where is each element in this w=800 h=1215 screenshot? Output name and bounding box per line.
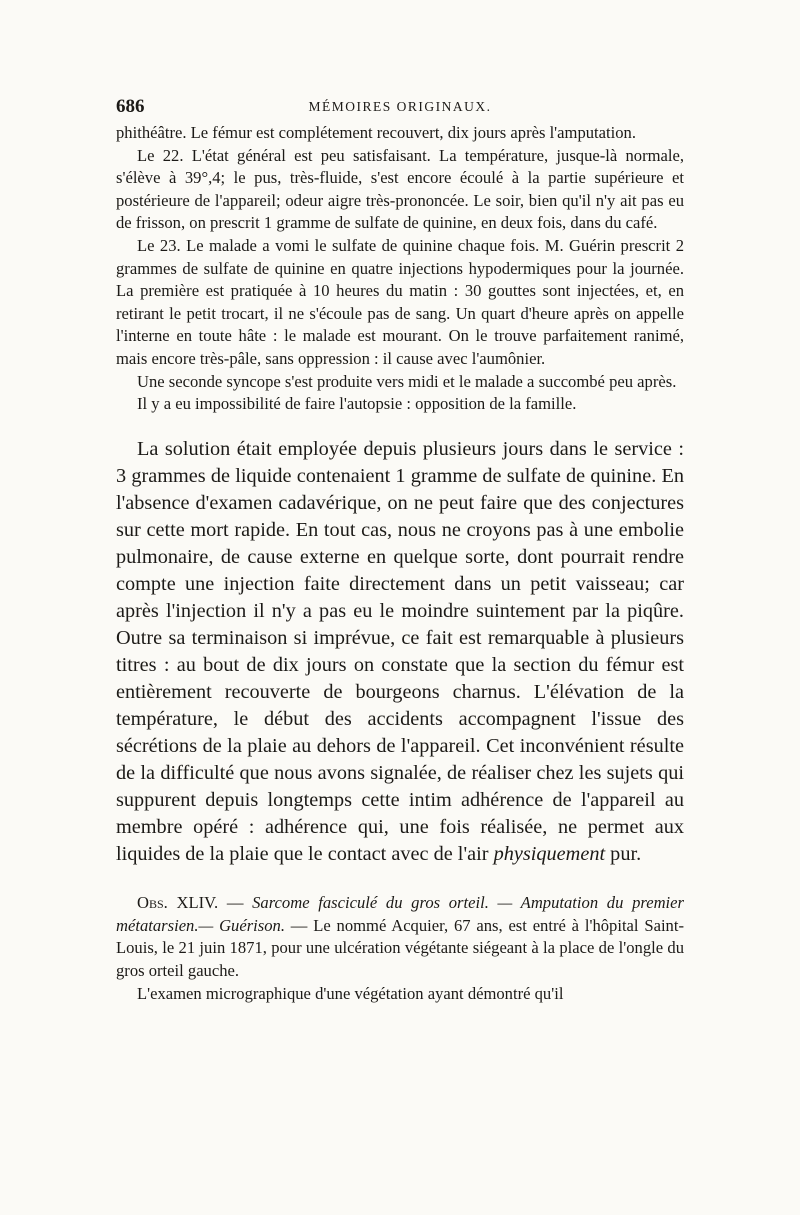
observation-44-title: Sarcome fasciculé du gros orteil. — Amputation du premier métatarsien.— Guérison.: [116, 892, 684, 935]
observation-44-dash-2: —: [284, 915, 314, 935]
observation-44-label: Obs. XLIV.: [137, 892, 219, 912]
observation-44-text: Le nommé Acquier, 67 ans, est entré à l'hôpital Saint-Louis, le 21 juin 1871, pour une ulcération végétante siégeant à la place de l'ongle du gros orteil gauche.: [116, 915, 684, 981]
observation-block: [116, 122, 684, 416]
page: [116, 96, 684, 1006]
observation-paragraph-5: Il y a eu impossibilité de faire l'autopsie : opposition de la famille.: [137, 394, 577, 414]
observation-44-paragraph: [116, 892, 684, 983]
running-title: MÉMOIRES ORIGINAUX.: [308, 99, 492, 114]
commentary-end: pur.: [605, 842, 642, 865]
observation-paragraph-2: Le 22. L'état général est peu satisfaisant. La température, jusque-là normale, s'élève à 39°,4; le pus, très-fluide, s'est encore écoulé à la partie supérieure et postérieure de l'appareil; odeur aigre très-prononcée. Le soir, bien qu'il n'y ait pas eu de frisson, on prescrit 1 gramme de sulfate de quinine, en deux fois, dans du café.: [116, 145, 684, 233]
commentary-text: La solution était employée depuis plusieurs jours dans le service : 3 grammes de liquide contenaient 1 gramme de sulfate de quinine. En l'absence d'examen cadavérique, on ne peut faire que des conjectures sur cette mort rapide. En tout cas, nous ne croyons pas à une embolie pulmonaire, de cause externe en quelque sorte, dont pourrait rendre compte une injection faite directement dans un petit vaisseau; car après l'injection il n'y a pas eu le moindre suintement par la piqûre. Outre sa terminaison si imprévue, ce fait est remarquable à plusieurs titres : au bout de dix jours on constate que la section du fémur est entièrement recouverte de bourgeons charnus. L'élévation de la température, le début des accidents accompagnent l'issue des sécrétions de la plaie au dehors de l'appareil. Cet inconvénient résulte de la difficulté que nous avons signalée, de réaliser chez les sujets qui suppurent depuis longtemps cette intim adhérence de l'appareil au membre opéré : adhérence qui, une fois réalisée, ne permet aux liquides de la plaie que le contact avec de l'air: [116, 437, 684, 865]
observation-paragraph-1: phithéâtre. Le fémur est complétement recouvert, dix jours après l'amputation.: [116, 123, 636, 142]
page-number: 686: [116, 96, 145, 117]
observation-paragraph-3: Le 23. Le malade a vomi le sulfate de quinine chaque fois. M. Guérin prescrit 2 grammes de sulfate de quinine en quatre injections hypodermiques pour la journée. La première est pratiquée à 10 heures du matin : 30 gouttes sont injectées, et, en retirant le petit trocart, il ne s'écoule pas de sang. Un quart d'heure après on appelle l'interne en toute hâte : le malade est mourant. On le trouve parfaitement ranimé, mais encore très-pâle, sans oppression : il cause avec l'aumônier.: [116, 235, 684, 368]
observation-44-block: [116, 892, 684, 1006]
commentary-block: [116, 436, 684, 868]
commentary-paragraph: [116, 436, 684, 868]
observation-44-next-line: L'examen micrographique d'une végétation ayant démontré qu'il: [137, 983, 564, 1003]
observation-44-dash-1: —: [218, 892, 253, 912]
commentary-emphasis: physiquement: [493, 842, 606, 865]
observation-paragraph-4: Une seconde syncope s'est produite vers midi et le malade a succombé peu après.: [137, 371, 677, 391]
running-head: [116, 96, 684, 122]
